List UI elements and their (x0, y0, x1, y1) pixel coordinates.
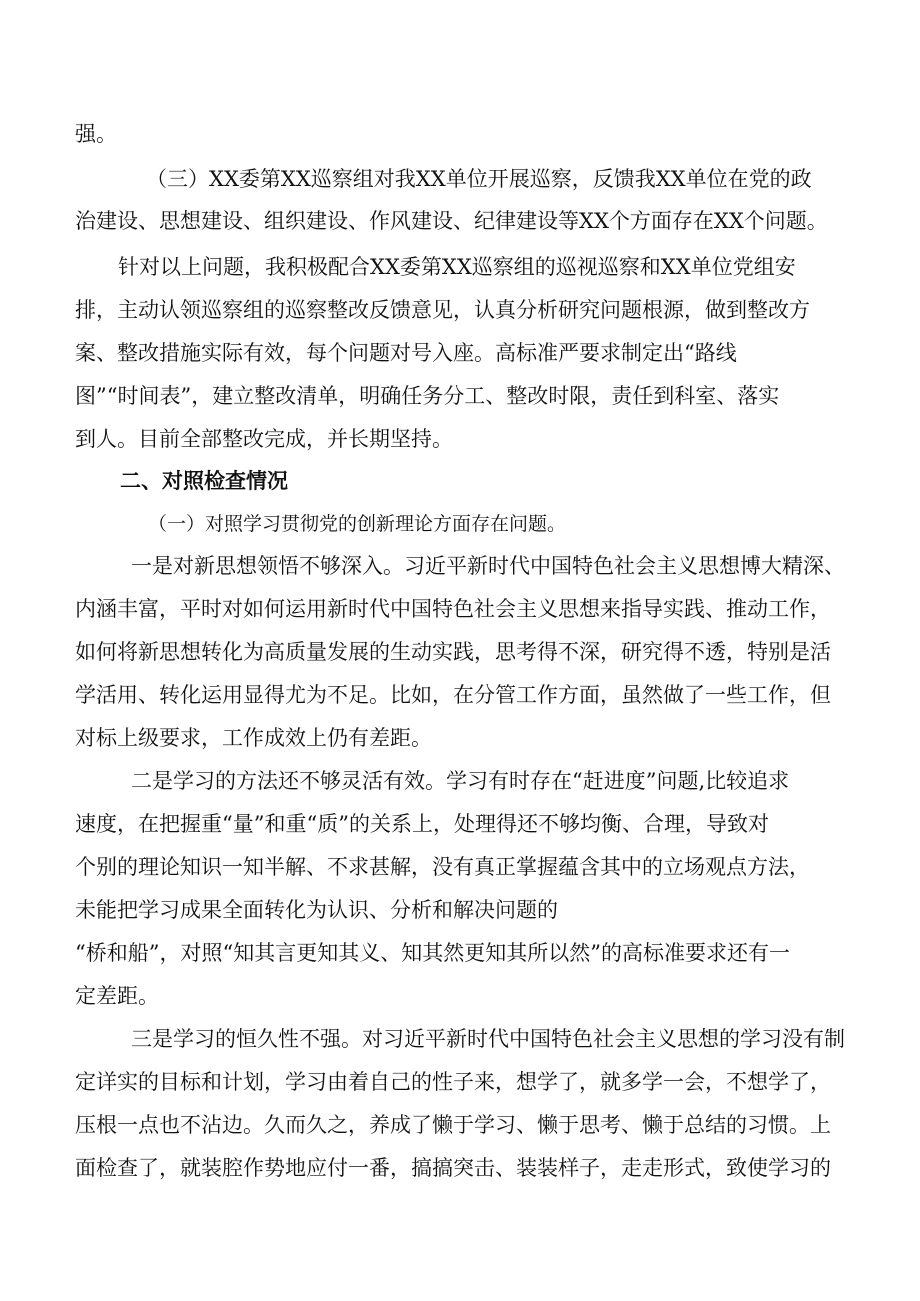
text-line-17: 速度，在把握重“量”和重“质”的关系上，处理得还不够均衡、合理，导致对 (75, 812, 769, 836)
text-line-19: 未能把学习成果全面转化为认识、分析和解决问题的 (75, 898, 558, 922)
text-line-15: 对标上级要求，工作成效上仍有差距。 (75, 726, 432, 750)
text-line-20: “桥和船”，对照“知其言更知其义、知其然更知其所以然”的高标准要求还有一 (75, 941, 790, 965)
text-line-5: 排，主动认领巡察组的巡察整改反馈意见，认真分析研究问题根源，做到整改方 (75, 298, 810, 322)
section-heading: 二、对照检查情况 (120, 469, 288, 493)
text-line-14: 学活用、转化运用显得尤为不足。比如，在分管工作方面，虽然做了一些工作，但 (75, 683, 831, 707)
subsection-heading: （一）对照学习贯彻党的创新理论方面存在问题。 (148, 513, 567, 535)
text-line-12: 内涵丰富，平时对如何运用新时代中国特色社会主义思想来指导实践、推动工作， (75, 597, 831, 621)
text-line-21: 定差距。 (75, 984, 159, 1008)
text-line-22: 三是学习的恒久性不强。对习近平新时代中国特色社会主义思想的学习没有制 (131, 1027, 845, 1051)
text-line-6: 案、整改措施实际有效，每个问题对号入座。高标准严要求制定出“路线 (75, 341, 737, 365)
text-line-1: 强。 (75, 122, 117, 146)
text-line-8: 到人。目前全部整改完成，并长期坚持。 (75, 427, 453, 451)
text-line-3: 治建设、思想建设、组织建设、作风建设、纪律建设等XX个方面存在XX个问题。 (75, 209, 828, 233)
text-line-23: 定详实的目标和计划，学习由着自己的性子来，想学了，就多学一会，不想学了， (75, 1070, 831, 1094)
text-line-4: 针对以上问题，我积极配合XX委第XX巡察组的巡视巡察和XX单位党组安 (118, 255, 796, 279)
text-line-18: 个别的理论知识一知半解、不求甚解，没有真正掌握蕴含其中的立场观点方法， (75, 855, 810, 879)
text-line-16: 二是学习的方法还不够灵活有效。学习有时存在“赶进度”问题,比较追求 (131, 769, 790, 793)
text-line-11: 一是对新思想领悟不够深入。习近平新时代中国特色社会主义思想博大精深、 (131, 554, 845, 578)
text-line-25: 面检查了，就装腔作势地应付一番，搞搞突击、装装样子，走走形式，致使学习的 (75, 1156, 831, 1180)
text-line-24: 压根一点也不沾边。久而久之，养成了懒于学习、懒于思考、懒于总结的习惯。上 (75, 1113, 831, 1137)
text-line-7: 图”“时间表”，建立整改清单，明确任务分工、整改时限，责任到科室、落实 (75, 384, 780, 408)
text-line-13: 如何将新思想转化为高质量发展的生动实践，思考得不深，研究得不透，特别是活 (75, 640, 831, 664)
text-line-2: （三）XX委第XX巡察组对我XX单位开展巡察，反馈我XX单位在党的政 (146, 167, 812, 191)
